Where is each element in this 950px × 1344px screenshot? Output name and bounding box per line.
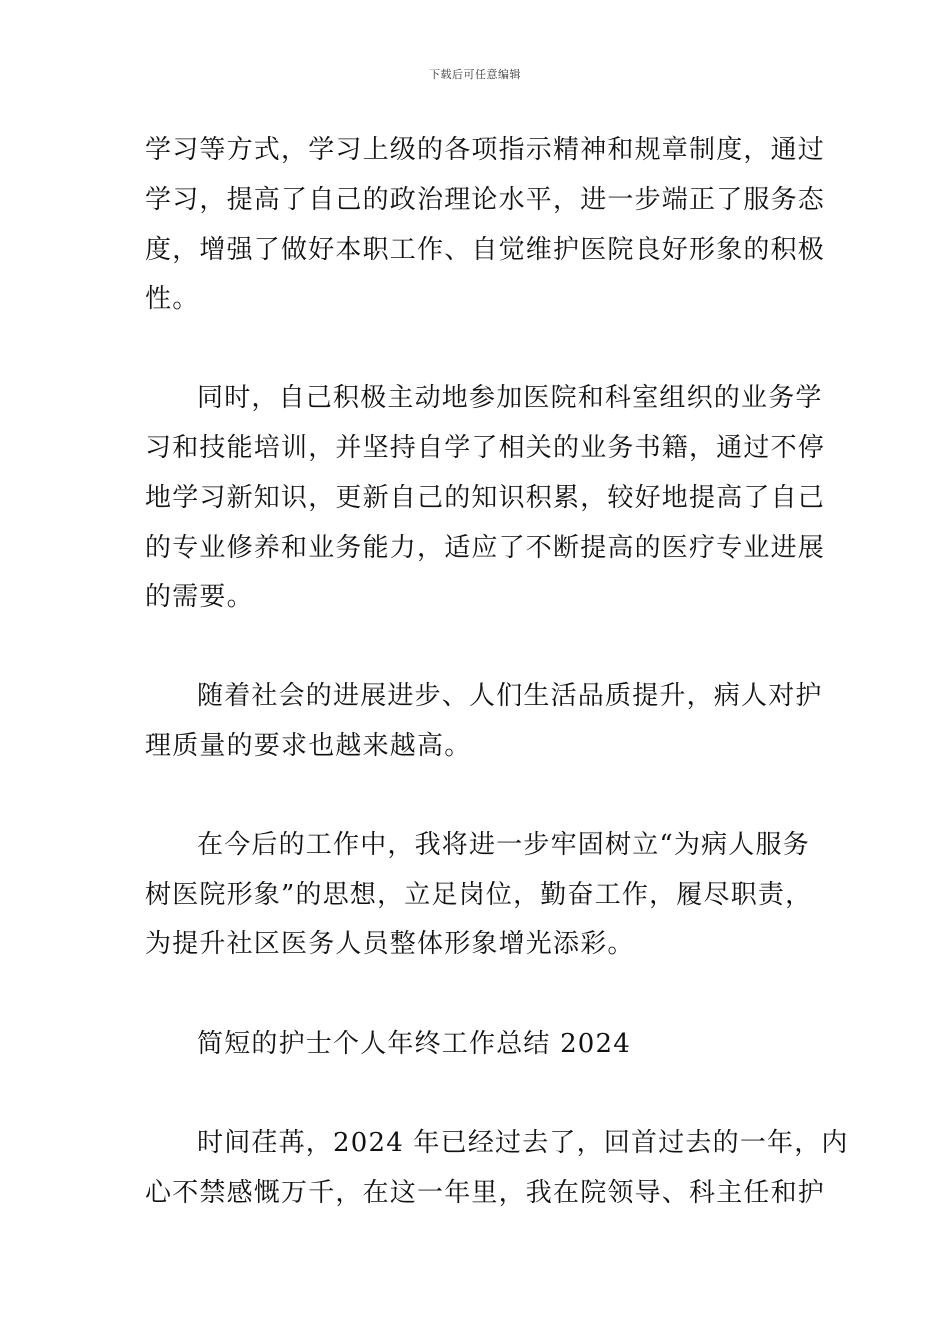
paragraph-line: 树医院形象”的思想，立足岗位，勤奋工作，履尽职责， (145, 880, 813, 910)
paragraph-line: 度，增强了做好本职工作、自觉维护医院良好形象的积极 (145, 235, 826, 265)
paragraph-line: 学习，提高了自己的政治理论水平，进一步端正了服务态 (145, 185, 826, 215)
paragraph-line: 的专业修养和业务能力，适应了不断提高的医疗专业进展 (145, 533, 826, 563)
paragraph-line: 心不禁感慨万千，在这一年里，我在院领导、科主任和护 (145, 1178, 826, 1208)
section-title: 简短的护士个人年终工作总结 2024 (197, 1029, 632, 1059)
paragraph-line: 在今后的工作中，我将进一步牢固树立“为病人服务 (197, 830, 810, 860)
page-header: 下载后可任意编辑 (429, 68, 521, 81)
paragraph-line: 性。 (145, 284, 200, 314)
paragraph-line: 同时，自己积极主动地参加医院和科室组织的业务学 (197, 383, 823, 413)
paragraph-line: 的需要。 (145, 582, 254, 612)
paragraph-line: 理质量的要求也越来越高。 (145, 731, 472, 761)
paragraph-line: 为提升社区医务人员整体形象增光添彩。 (145, 929, 635, 959)
paragraph-line: 地学习新知识，更新自己的知识积累，较好地提高了自己 (145, 483, 826, 513)
paragraph-line: 学习等方式，学习上级的各项指示精神和规章制度，通过 (145, 135, 826, 165)
paragraph-line: 习和技能培训，并坚持自学了相关的业务书籍，通过不停 (145, 433, 826, 463)
paragraph-line: 时间荏苒，2024 年已经过去了，回首过去的一年，内 (197, 1128, 849, 1158)
paragraph-line: 随着社会的进展进步、人们生活品质提升，病人对护 (197, 681, 823, 711)
